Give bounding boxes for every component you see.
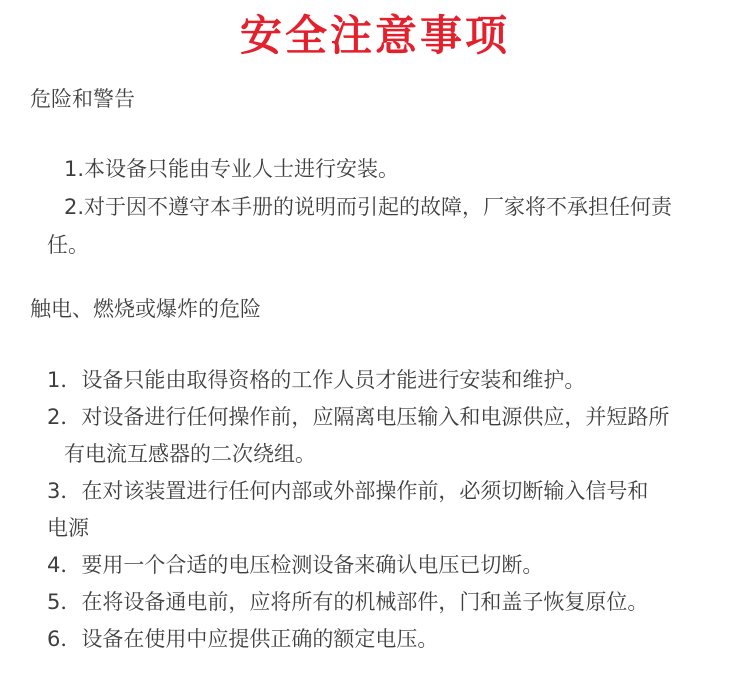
section	[0, 84, 750, 264]
section-heading: 触电、燃烧或爆炸的危险	[30, 297, 261, 321]
item-list	[0, 362, 750, 658]
list-item-line: 3．在对该装置进行任何内部或外部操作前，必须切断输入信号和	[47, 479, 649, 503]
list-item	[0, 621, 750, 658]
list-item-line: 有电流互感器的二次绕组。	[64, 442, 316, 466]
sections-container	[0, 84, 750, 658]
list-item	[0, 188, 750, 264]
list-item-line: 1.本设备只能由专业人士进行安装。	[64, 157, 400, 181]
list-item	[0, 399, 750, 473]
page-title: 安全注意事项	[239, 11, 510, 60]
item-list	[0, 150, 750, 264]
section-heading: 危险和警告	[30, 87, 135, 111]
list-item-line: 1．设备只能由取得资格的工作人员才能进行安装和维护。	[47, 368, 586, 392]
list-item-line: 2．对设备进行任何操作前，应隔离电压输入和电源供应，并短路所	[47, 405, 670, 429]
list-item-line: 4．要用一个合适的电压检测设备来确认电压已切断。	[47, 553, 544, 577]
section	[0, 294, 750, 658]
list-item	[0, 547, 750, 584]
list-item-line: 2.对于因不遵守本手册的说明而引起的故障，厂家将不承担任何责	[64, 195, 673, 219]
list-item-line: 任。	[47, 233, 89, 257]
list-item	[0, 473, 750, 547]
list-item	[0, 150, 750, 188]
list-item	[0, 584, 750, 621]
list-item-line: 5．在将设备通电前，应将所有的机械部件，门和盖子恢复原位。	[47, 590, 649, 614]
list-item-line: 6．设备在使用中应提供正确的额定电压。	[47, 627, 439, 651]
list-item-line: 电源	[47, 516, 89, 540]
list-item	[0, 362, 750, 399]
